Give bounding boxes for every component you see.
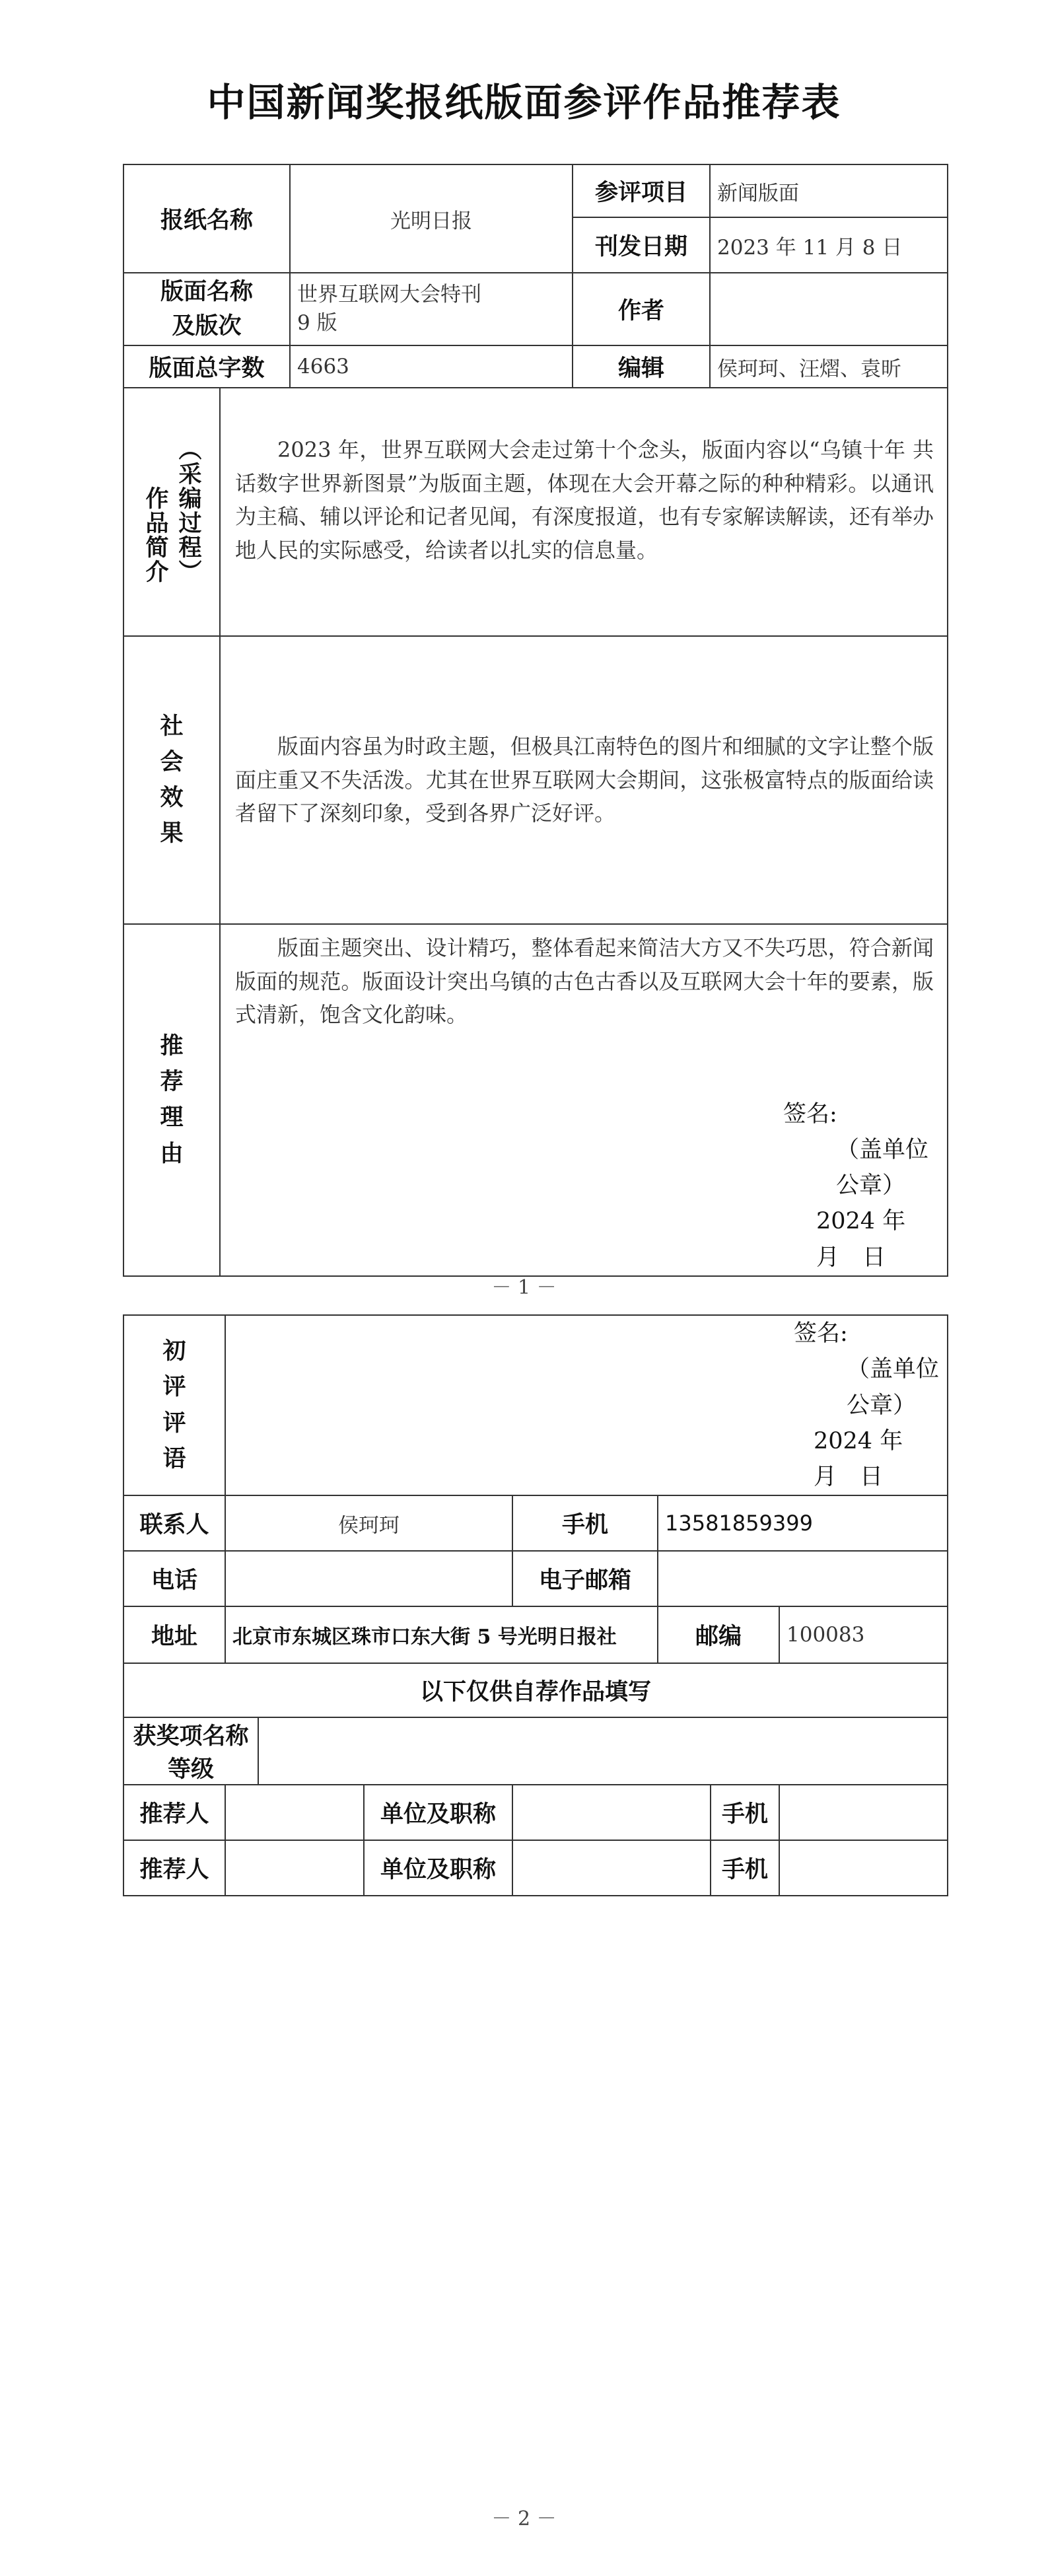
- recommendation-table-page1: [123, 164, 948, 1277]
- social-effect-char: 效: [160, 784, 184, 811]
- email-value: [658, 1551, 948, 1606]
- tel-value: [225, 1551, 512, 1606]
- initial-review-label: [123, 1315, 225, 1495]
- editor-label: 编辑: [573, 345, 710, 388]
- recommender-phone-label: 手机: [711, 1785, 779, 1840]
- initial-review-content: [225, 1315, 948, 1495]
- recommend-sign-label: 签名:: [783, 1100, 837, 1127]
- recommend-seal: （盖单位公章）: [836, 1136, 929, 1199]
- entry-category-value: 新闻版面: [710, 164, 948, 217]
- recommend-reason-char: 荐: [160, 1068, 184, 1096]
- recommender-phone-label: 手机: [711, 1840, 779, 1896]
- intro-content: [220, 388, 948, 636]
- recommender-unit-label: 单位及职称: [364, 1840, 512, 1896]
- word-count-label: 版面总字数: [123, 345, 290, 388]
- contact-person-value: 侯珂珂: [225, 1495, 512, 1551]
- entry-category-label: 参评项目: [573, 164, 710, 217]
- intro-label-main: 作品简介: [142, 486, 169, 584]
- address-value: 北京市东城区珠市口东大街 5 号光明日报社: [225, 1606, 658, 1663]
- recommend-reason-char: 理: [160, 1104, 184, 1131]
- award-value: [258, 1717, 948, 1785]
- recommender-phone: [779, 1840, 948, 1896]
- social-effect-label: [123, 636, 220, 924]
- page-number-2: － 2 －: [491, 2507, 557, 2530]
- social-effect-char: 果: [160, 820, 184, 847]
- phone-value: 13581859399: [658, 1495, 948, 1551]
- initial-signature-block: [226, 1316, 947, 1495]
- postcode-value: 100083: [779, 1606, 948, 1663]
- intro-label: [123, 388, 220, 636]
- recommender-row: [123, 1840, 948, 1896]
- recommend-signature-block: [235, 1096, 934, 1275]
- tel-label: 电话: [123, 1551, 225, 1606]
- page-name-line2: 9 版: [297, 311, 337, 335]
- word-count-value: 4663: [290, 345, 573, 388]
- recommend-reason-char: 推: [160, 1032, 184, 1059]
- intro-label-sub: （采编过程）: [175, 437, 202, 584]
- page-name-label: [123, 273, 290, 345]
- recommender-row: [123, 1785, 948, 1840]
- self-section-header: 以下仅供自荐作品填写: [123, 1663, 948, 1717]
- initial-review-char: 评: [162, 1373, 186, 1401]
- contact-person-label: 联系人: [123, 1495, 225, 1551]
- initial-review-char: 语: [162, 1445, 186, 1472]
- recommender-name: [225, 1785, 364, 1840]
- recommender-unit: [512, 1840, 711, 1896]
- recommender-unit-label: 单位及职称: [364, 1785, 512, 1840]
- postcode-label: 邮编: [658, 1606, 779, 1663]
- initial-review-char: 初: [162, 1338, 186, 1365]
- editors-value: 侯珂珂、汪熠、袁昕: [710, 345, 948, 388]
- recommender-label: 推荐人: [123, 1785, 225, 1840]
- intro-text: 2023 年，世界互联网大会走过第十个念头，版面内容以“乌镇十年 共话数字世界新图景”为版面主题，体现在大会开幕之际的种种精彩。以通讯为主稿、辅以评论和记者见闻，有深度报道，也有专家解读解读，还有举办地人民的实际感受，给读者以扎实的信息量。: [235, 437, 934, 563]
- page-name-value: [290, 273, 573, 345]
- newspaper-name-label: 报纸名称: [123, 164, 290, 273]
- initial-sign-label: 签名:: [794, 1320, 848, 1347]
- recommend-reason-label: [123, 924, 220, 1276]
- social-effect-content: [220, 636, 948, 924]
- social-effect-text: 版面内容虽为时政主题，但极具江南特色的图片和细腻的文字让整个版面庄重又不失活泼。尤其在世界互联网大会期间，这张极富特点的版面给读者留下了深刻印象，受到各界广泛好评。: [235, 734, 934, 826]
- pub-date-value: 2023 年 11 月 8 日: [710, 217, 948, 273]
- recommender-unit: [512, 1785, 711, 1840]
- form-title: 中国新闻奖报纸版面参评作品推荐表: [207, 80, 841, 125]
- email-label: 电子邮箱: [512, 1551, 658, 1606]
- author-value: [710, 273, 948, 345]
- social-effect-char: 会: [160, 748, 184, 775]
- pub-date-label: 刊发日期: [573, 217, 710, 273]
- phone-label: 手机: [512, 1495, 658, 1551]
- page-number-1: － 1 －: [491, 1276, 557, 1299]
- initial-seal: （盖单位公章）: [847, 1356, 940, 1419]
- newspaper-name-value: 光明日报: [290, 164, 573, 273]
- page-name-label-line1: 版面名称: [160, 277, 254, 305]
- page-name-line1: 世界互联网大会特刊: [297, 282, 482, 306]
- social-effect-char: 社: [160, 712, 184, 740]
- author-label: 作者: [573, 273, 710, 345]
- recommend-reason-char: 由: [160, 1139, 184, 1167]
- page-name-label-line2: 及版次: [172, 312, 242, 340]
- recommendation-table-page2: [123, 1314, 948, 1896]
- recommend-reason-text: 版面主题突出、设计精巧，整体看起来简洁大方又不失巧思，符合新闻版面的规范。版面设计突出乌镇的古色古香以及互联网大会十年的要素，版式清新，饱含文化韵味。: [235, 935, 934, 1028]
- recommender-label: 推荐人: [123, 1840, 225, 1896]
- recommend-reason-content: [220, 924, 948, 1276]
- recommend-date: 2024 年 月 日: [816, 1208, 929, 1271]
- initial-date: 2024 年 月 日: [814, 1427, 926, 1490]
- recommender-name: [225, 1840, 364, 1896]
- initial-review-char: 评: [162, 1409, 186, 1437]
- award-label: 获奖项名称等级: [123, 1717, 258, 1785]
- address-label: 地址: [123, 1606, 225, 1663]
- recommender-phone: [779, 1785, 948, 1840]
